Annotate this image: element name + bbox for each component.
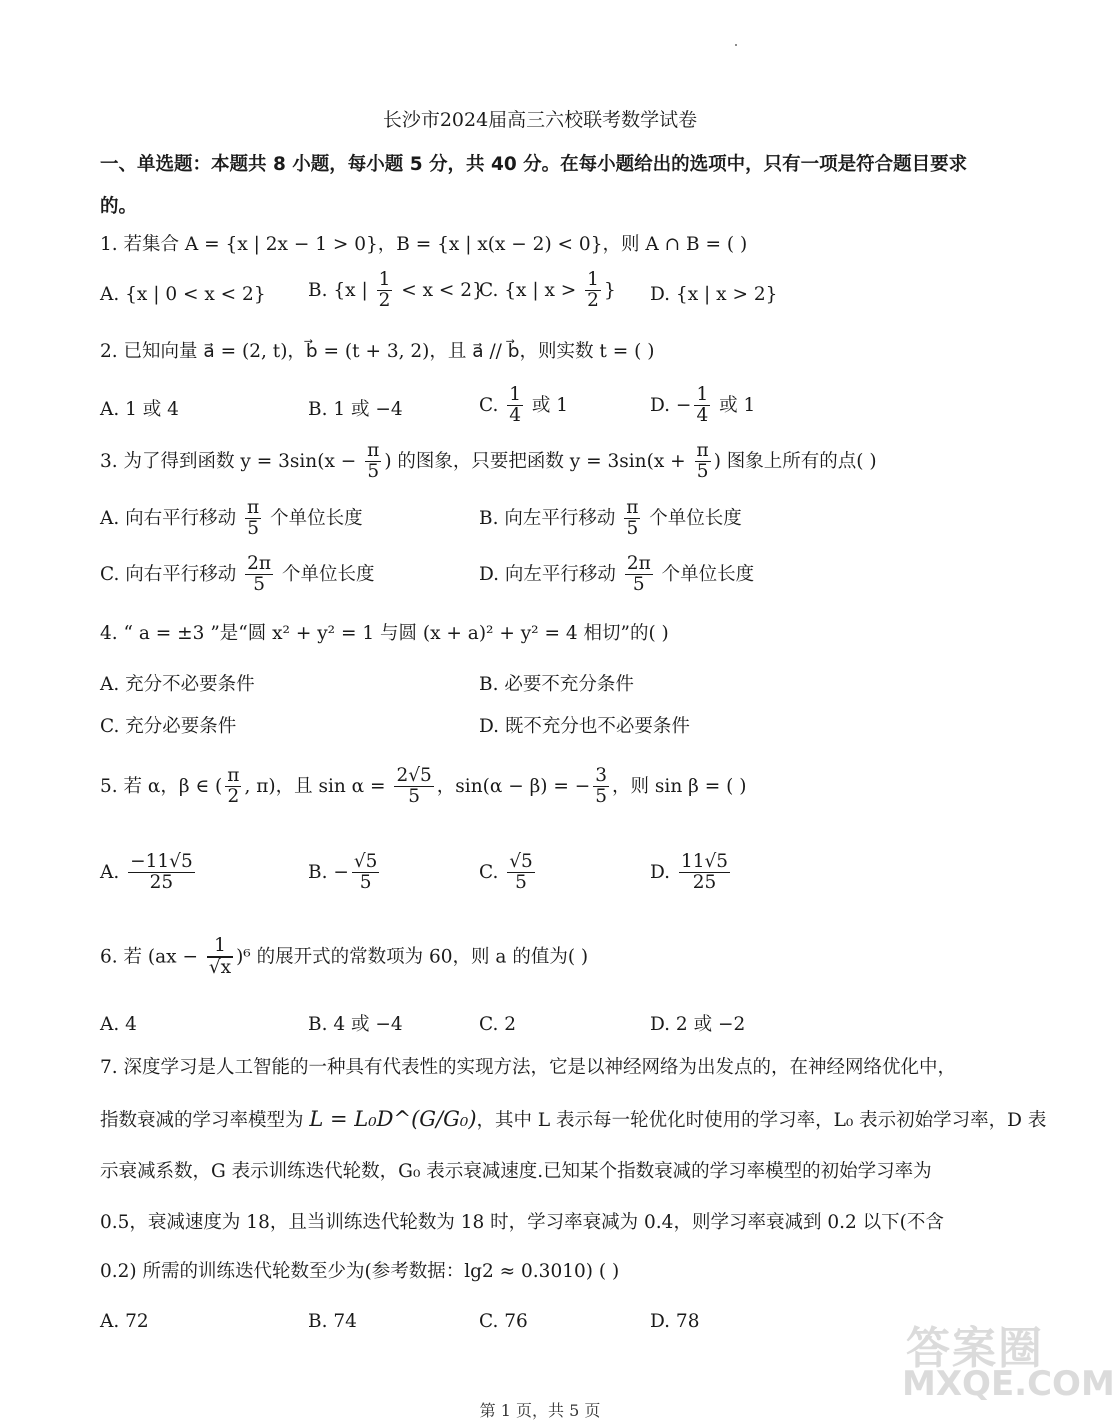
question-3-option-b: B. 向左平行移动 $\frac{\pi}{5}$ 个单位长度 (479, 497, 742, 540)
question-3-option-c: C. 向右平行移动 $\frac{2\pi}{5}$ 个单位长度 (100, 553, 375, 596)
speck (735, 44, 737, 46)
question-3-option-a: A. 向右平行移动 $\frac{\pi}{5}$ 个单位长度 (100, 497, 363, 540)
watermark-url: MXQE.COM (902, 1364, 1115, 1404)
question-2-option-c: C. $\frac{1}{4}$ 或 1 (479, 384, 569, 427)
question-4-option-b: B. 必要不充分条件 (479, 674, 634, 695)
question-5-option-a: A. $\frac{-11√5}{25}$ (100, 851, 193, 894)
question-7-option-d: D. 78 (650, 1311, 700, 1332)
watermark-logo (898, 1312, 1115, 1411)
question-5-option-d: D. $\frac{11√5}{25}$ (650, 851, 729, 894)
question-3-stem: 3. 为了得到函数 y = 3sin(x − $\frac{\pi}{5}$ ) 的图象，只要把函数 y = 3sin(x + $\frac{\pi}{5}$ ) 图象上所有的点( ) (100, 440, 877, 483)
question-1-option-b: B. {x | $\frac{1}{2}$ < x < 2} (308, 269, 484, 312)
learning-rate-formula: L = L₀D^(G/G₀) (309, 1107, 477, 1131)
question-2-option-a: A. 1 或 4 (100, 399, 179, 420)
exam-title: 长沙市2024届高三六校联考数学试卷 (382, 109, 698, 131)
question-5-option-c: C. $\frac{√5}{5}$ (479, 851, 533, 894)
question-5-stem: 5. 若 α，β ∈ ( $\frac{\pi}{2}$ , π)，且 sin α = $\frac{2√5}{5}$ ，sin(α − β) = − $\frac{3}{5}$ ，则 sin β = ( ) (100, 765, 747, 808)
question-6-option-c: C. 2 (479, 1014, 517, 1035)
section-heading-line2: 的。 (100, 196, 138, 217)
question-1-option-a: A. {x | 0 < x < 2} (100, 284, 266, 305)
question-4-option-a: A. 充分不必要条件 (100, 674, 255, 695)
section-heading-line1: 一、单选题：本题共 8 小题，每小题 5 分，共 40 分。在每小题给出的选项中，只有一项是符合题目要求 (100, 154, 968, 175)
question-4-option-c: C. 充分必要条件 (100, 716, 237, 737)
question-4-stem: 4. “ a = ±3 ”是“圆 x² + y² = 1 与圆 (x + a)² + y² = 4 相切”的( ) (100, 623, 669, 644)
question-1-stem: 1. 若集合 A = {x | 2x − 1 > 0}，B = {x | x(x − 2) < 0}，则 A ∩ B = ( ) (100, 234, 748, 255)
question-2-option-b: B. 1 或 −4 (308, 399, 403, 420)
question-7-line3: 示衰减系数，G 表示训练迭代轮数，G₀ 表示衰减速度.已知某个指数衰减的学习率模型的初始学习率为 (100, 1161, 932, 1182)
watermark-text: 答案圈 (906, 1323, 1044, 1374)
question-4-option-d: D. 既不充分也不必要条件 (479, 716, 690, 737)
question-7-line5: 0.2) 所需的训练迭代轮数至少为(参考数据：lg2 ≈ 0.3010) ( ) (100, 1261, 620, 1282)
question-2-stem: 2. 已知向量 a⃗ = (2, t)，b⃗ = (t + 3, 2)，且 a⃗ // b⃗，则实数 t = ( ) (100, 341, 655, 362)
question-6-option-d: D. 2 或 −2 (650, 1014, 746, 1035)
question-7-option-a: A. 72 (100, 1311, 149, 1332)
question-1-option-d: D. {x | x > 2} (650, 284, 778, 305)
question-7-line4: 0.5，衰减速度为 18，且当训练迭代轮数为 18 时，学习率衰减为 0.4，则学习率衰减到 0.2 以下(不含 (100, 1212, 944, 1233)
page-footer: 第 1 页，共 5 页 (479, 1401, 601, 1420)
question-7-line2: 指数衰减的学习率模型为 L = L₀D^(G/G₀)，其中 L 表示每一轮优化时使用的学习率，L₀ 表示初始学习率，D 表 (100, 1107, 1047, 1131)
question-7-option-b: B. 74 (308, 1311, 357, 1332)
question-6-stem: 6. 若 (ax − $\frac{1}{√x}$ )⁶ 的展开式的常数项为 60，则 a 的值为( ) (100, 935, 589, 979)
question-7-option-c: C. 76 (479, 1311, 528, 1332)
question-6-option-a: A. 4 (100, 1014, 137, 1035)
question-6-option-b: B. 4 或 −4 (308, 1014, 403, 1035)
question-3-option-d: D. 向左平行移动 $\frac{2\pi}{5}$ 个单位长度 (479, 553, 755, 596)
question-2-option-d: D. − $\frac{1}{4}$ 或 1 (650, 384, 756, 427)
question-1-option-c: C. {x | x > $\frac{1}{2}$ } (479, 269, 616, 312)
question-5-option-b: B. − $\frac{√5}{5}$ (308, 851, 378, 894)
question-7-line1: 7. 深度学习是人工智能的一种具有代表性的实现方法，它是以神经网络为出发点的，在神经网络优化中， (100, 1057, 957, 1078)
